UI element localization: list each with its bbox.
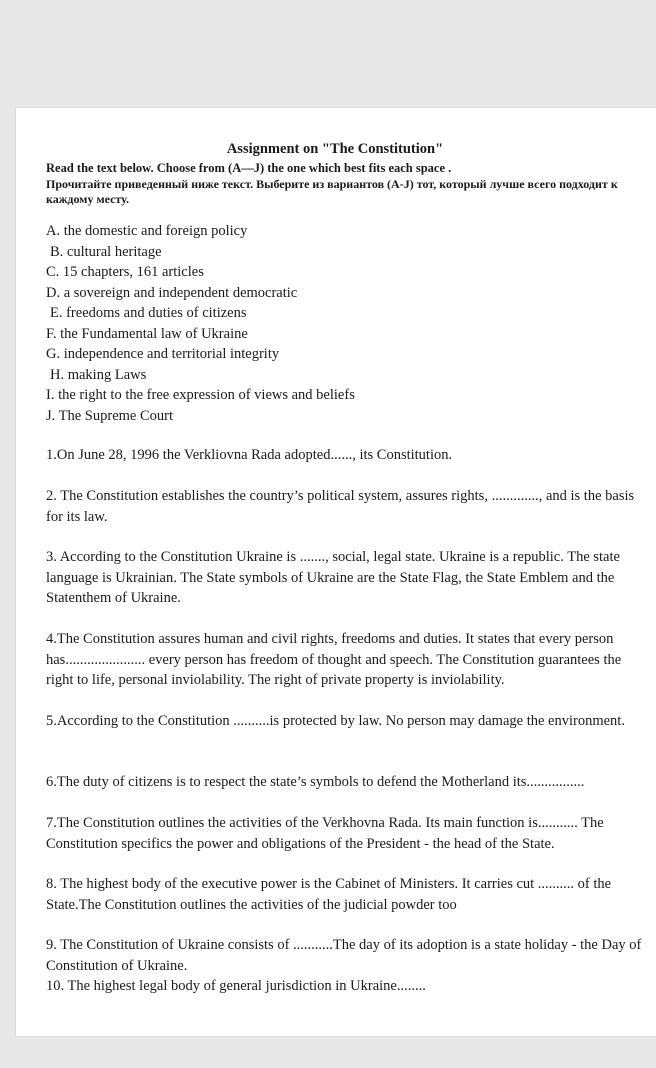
option-a: A. the domestic and foreign policy bbox=[46, 223, 248, 239]
document-page bbox=[16, 108, 656, 1036]
instruction-russian: Прочитайте приведенный ниже текст. Выберите из вариантов (A-J) тот, который лучше всего подходит к каждому месту. bbox=[46, 177, 618, 206]
option-f: F. the Fundamental law of Ukraine bbox=[46, 325, 248, 342]
question-9: 9. The Constitution of Ukraine consists of ...........The day of its adoption is a state holiday - the Day of Constitution of Ukraine. bbox=[46, 937, 642, 974]
option-c: C. 15 chapters, 161 articles bbox=[46, 264, 204, 280]
question-4: 4.The Constitution assures human and civil rights, freedoms and duties. It states that every person has...................... every person has freedom of thought and speech. The Constitution guarantees the right to life, personal inviolability. The right of private property is inviolability. bbox=[46, 631, 622, 688]
question-7: 7.The Constitution outlines the activities of the Verkhovna Rada. Its main function is........... The Constitution specifics the power and obligations of the President - the head of the State. bbox=[46, 815, 604, 852]
question-6: 6.The duty of citizens is to respect the state’s symbols to defend the Motherland its................ bbox=[46, 774, 585, 790]
document-title: Assignment on "The Constitution" bbox=[226, 141, 444, 157]
question-8: 8. The highest body of the executive power is the Cabinet of Ministers. It carries cut .......... of the State.The Constitution outlines the activities of the judicial powder too bbox=[46, 876, 612, 913]
option-g: G. independence and territorial integrity bbox=[46, 346, 280, 362]
question-5: 5.According to the Constitution ..........is protected by law. No person may damage the environment. bbox=[46, 713, 625, 729]
question-1: 1.On June 28, 1996 the Verkliovna Rada adopted......, its Constitution. bbox=[46, 447, 453, 463]
question-10: 10. The highest legal body of general jurisdiction in Ukraine........ bbox=[46, 978, 426, 994]
question-3: 3. According to the Constitution Ukraine is ......., social, legal state. Ukraine is a republic. The state language is Ukrainian. The State symbols of Ukraine are the State Flag, the State Emblem and the Statenthem of Ukraine. bbox=[46, 549, 620, 606]
option-d: D. a sovereign and independent democratic bbox=[46, 284, 298, 301]
option-b: B. cultural heritage bbox=[50, 243, 162, 260]
answer-options-list bbox=[46, 221, 355, 426]
option-i: I. the right to the free expression of views and beliefs bbox=[46, 387, 355, 403]
option-h: H. making Laws bbox=[50, 366, 147, 383]
option-e: E. freedoms and duties of citizens bbox=[50, 305, 247, 321]
instruction-english: Read the text below. Choose from (A—J) the one which best fits each space . bbox=[46, 161, 452, 175]
question-2: 2. The Constitution establishes the country’s political system, assures rights, ............., and is the basis for its law. bbox=[46, 488, 635, 525]
option-j: J. The Supreme Court bbox=[46, 407, 173, 424]
